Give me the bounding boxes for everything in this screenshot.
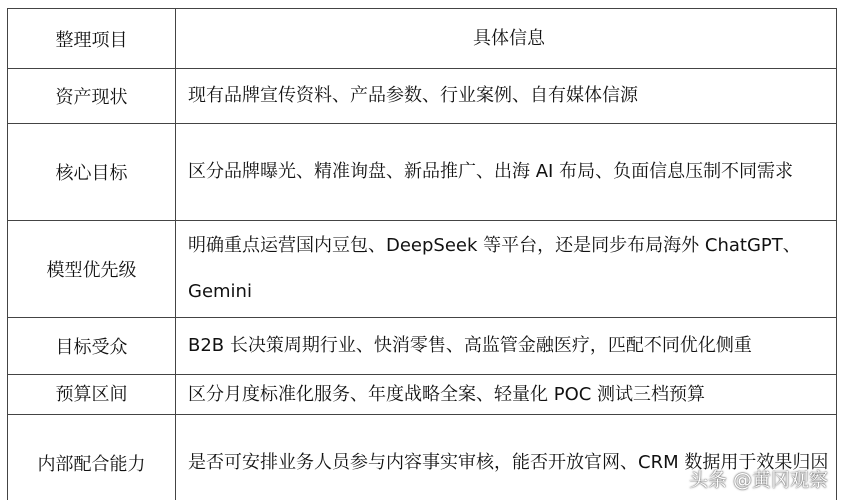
row-info-text: 区分品牌曝光、精准询盘、新品推广、出海 AI 布局、负面信息压制不同需求: [176, 124, 837, 221]
info-table: [7, 8, 837, 500]
row-item-label: 核心目标: [8, 124, 176, 221]
row-item-label: 内部配合能力: [8, 415, 176, 500]
watermark-text: 头条 @黄冈观察: [688, 469, 828, 491]
table-header-row: [8, 9, 837, 69]
table-row: [8, 375, 837, 415]
table-row: [8, 69, 837, 124]
header-info: 具体信息: [176, 9, 837, 69]
row-item-label: 模型优先级: [8, 221, 176, 318]
row-item-label: 目标受众: [8, 318, 176, 375]
row-info-text: B2B 长决策周期行业、快消零售、高监管金融医疗，匹配不同优化侧重: [176, 318, 837, 375]
row-item-label: 预算区间: [8, 375, 176, 415]
table-row: [8, 221, 837, 318]
row-info-text: 现有品牌宣传资料、产品参数、行业案例、自有媒体信源: [176, 69, 837, 124]
table-row: [8, 318, 837, 375]
row-info-text: 区分月度标准化服务、年度战略全案、轻量化 POC 测试三档预算: [176, 375, 837, 415]
row-info-text: 是否可安排业务人员参与内容事实审核，能否开放官网、CRM 数据用于效果归因: [176, 415, 837, 500]
row-item-label: 资产现状: [8, 69, 176, 124]
row-info-text: 明确重点运营国内豆包、DeepSeek 等平台，还是同步布局海外 ChatGPT、Gemini: [176, 221, 837, 318]
header-item: 整理项目: [8, 9, 176, 69]
table-row: [8, 124, 837, 221]
